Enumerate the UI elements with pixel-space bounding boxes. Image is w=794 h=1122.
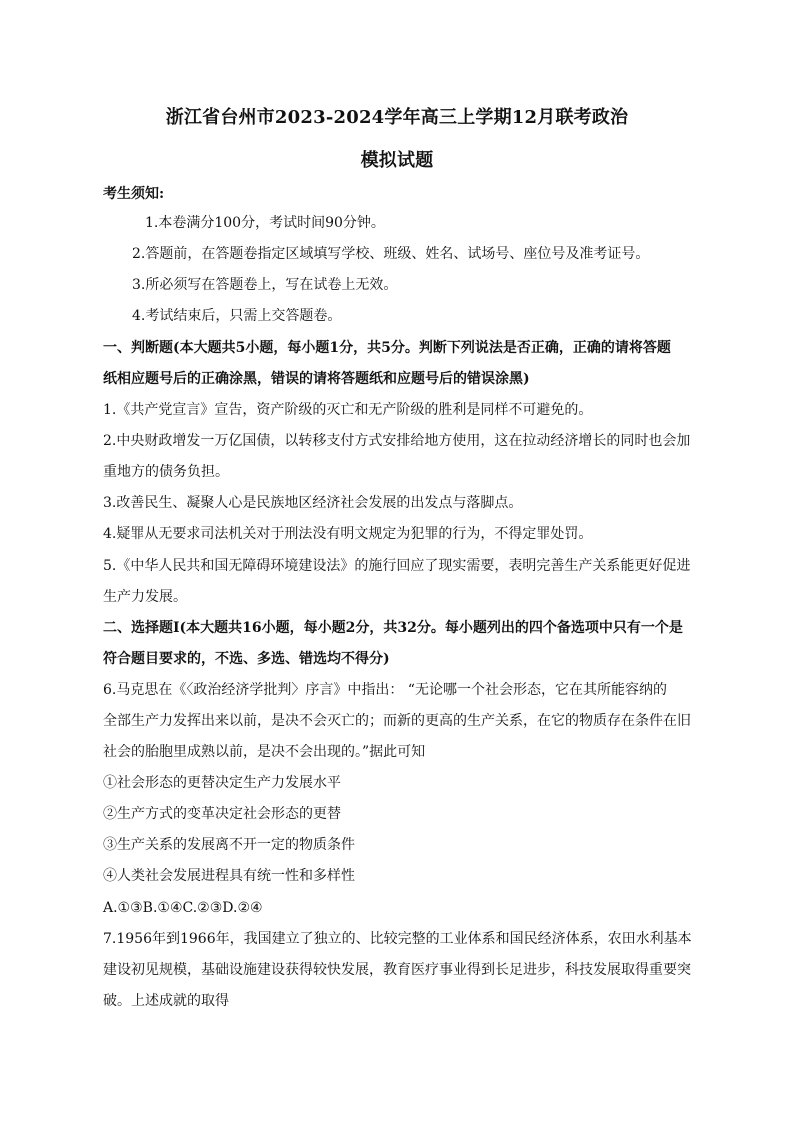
question-5: 生产力发展。 bbox=[103, 589, 187, 605]
question-7: 7.1956年到1966年，我国建立了独立的、比较完整的工业体系和国民经济体系，农田水利基本 bbox=[103, 931, 692, 947]
section1-heading: 一、判断题(本大题共5小题，每小题1分，共5分。判断下列说法是否正确，正确的请将答题 bbox=[103, 340, 671, 356]
question-7: 建设初见规模，基础设施建设获得较快发展，教育医疗事业得到长足进步，科技发展取得重要突 bbox=[103, 962, 691, 978]
question-3: 3.改善民生、凝聚人心是民族地区经济社会发展的出发点与落脚点。 bbox=[103, 495, 523, 511]
notice-item: 1.本卷满分100分，考试时间90分钟。 bbox=[145, 215, 385, 231]
notice-item: 3.所必须写在答题卷上，写在试卷上无效。 bbox=[132, 277, 398, 293]
question-6: 全部生产力发挥出来以前，是决不会灭亡的；而新的更高的生产关系，在它的物质存在条件在旧 bbox=[103, 713, 691, 729]
question-1: 1.《共产党宣言》宣告，资产阶级的灭亡和无产阶级的胜利是同样不可避免的。 bbox=[103, 402, 593, 418]
question-6-option: ④人类社会发展进程具有统一性和多样性 bbox=[103, 868, 355, 884]
question-4: 4.疑罪从无要求司法机关对于刑法没有明文规定为犯罪的行为，不得定罪处罚。 bbox=[103, 526, 593, 542]
question-2: 重地方的债务负担。 bbox=[103, 464, 229, 480]
exam-subtitle: 模拟试题 bbox=[360, 150, 434, 171]
question-7: 破。上述成就的取得 bbox=[103, 993, 229, 1009]
question-6: 社会的胎胞里成熟以前，是决不会出现的。”据此可知 bbox=[103, 744, 426, 760]
question-6: 6.马克思在《〈政治经济学批判〉序言》中指出： “无论哪一个社会形态，它在其所能容纳的 bbox=[103, 682, 667, 698]
question-6-option: ②生产方式的变革决定社会形态的更替 bbox=[103, 806, 341, 822]
notice-heading: 考生须知: bbox=[103, 186, 165, 202]
section1-heading: 纸相应题号后的正确涂黑，错误的请将答题纸和应题号后的错误涂黑) bbox=[103, 371, 530, 387]
exam-title: 浙江省台州市2023-2024学年高三上学期12月联考政治 bbox=[165, 107, 629, 128]
notice-item: 4.考试结束后，只需上交答题卷。 bbox=[132, 308, 342, 324]
notice-item: 2.答题前，在答题卷指定区域填写学校、班级、姓名、试场号、座位号及准考证号。 bbox=[132, 246, 650, 262]
question-2: 2.中央财政增发一万亿国债，以转移支付方式安排给地方使用，这在拉动经济增长的同时也会加 bbox=[103, 433, 691, 449]
question-5: 5.《中华人民共和国无障碍环境建设法》的施行回应了现实需要，表明完善生产关系能更好促进 bbox=[103, 558, 691, 574]
section2-heading: 二、选择题I(本大题共16小题，每小题2分，共32分。每小题列出的四个备选项中只有一个是 bbox=[103, 620, 683, 636]
question-6-option: ③生产关系的发展离不开一定的物质条件 bbox=[103, 837, 355, 853]
question-6-option: ①社会形态的更替决定生产力发展水平 bbox=[103, 775, 341, 791]
section2-heading: 符合题目要求的，不选、多选、错选均不得分) bbox=[103, 651, 390, 667]
question-6-answers: A.①③B.①④C.②③D.②④ bbox=[103, 900, 263, 916]
